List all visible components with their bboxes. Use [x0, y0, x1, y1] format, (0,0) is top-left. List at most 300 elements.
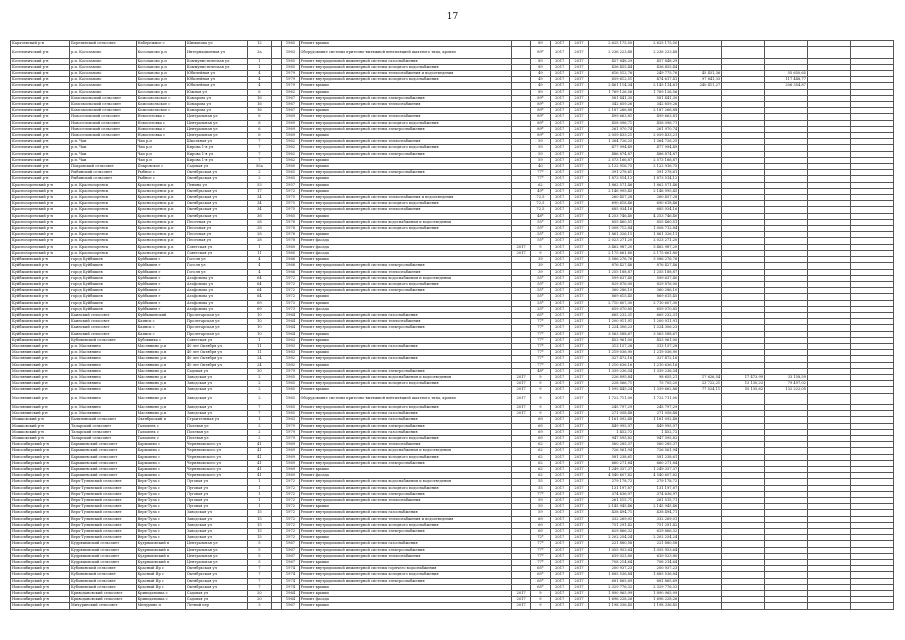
table-cell-total: 1 685 536,84 — [634, 572, 679, 578]
table-cell-total: 681 865,69 — [634, 578, 679, 584]
table-cell-street: 6 — [248, 89, 272, 95]
table-cell-street: 2 — [248, 423, 272, 429]
table-cell-plan_ind: 89* — [531, 133, 550, 139]
table-cell-year_to: 1 161 092,48 — [589, 417, 634, 423]
table-cell-locality_short: Верх-Тула с — [136, 535, 185, 541]
table-cell-plan_ind: 55* — [531, 288, 550, 294]
table-cell-district: Новосибирский р-н — [11, 479, 70, 485]
table-cell-year: Ремонт крыши — [299, 387, 511, 393]
table-cell-year_from: 2017 — [569, 411, 588, 417]
table-cell-sum3: 33 158,59 — [765, 374, 808, 380]
table-cell-street: 1 — [248, 58, 272, 64]
table-cell-total: 1 210 636,16 — [634, 362, 679, 368]
table-cell-year_to: 360 286,10 — [589, 288, 634, 294]
table-cell-street: 15 — [248, 516, 272, 522]
table-cell-housing: 1969 — [282, 133, 299, 139]
table-cell-settlement: р.п. Краснозоренск — [70, 182, 137, 188]
table-cell-district: Куйбышевский р-н — [11, 306, 70, 312]
table-cell-locality_short: Краснозоренск р.п — [136, 232, 185, 238]
table-cell-locality: Интернационная ул — [185, 47, 247, 58]
table-cell-year: Ремонт крыши — [299, 182, 511, 188]
table-cell-street: 4 — [248, 77, 272, 83]
table-cell-locality: Садовая ул — [185, 597, 247, 603]
table-cell-plan_ind: 9 — [531, 381, 550, 387]
table-cell-street: 5 — [248, 553, 272, 559]
table-cell-locality_short: Косолапово р.п — [136, 58, 185, 64]
table-cell-year_to: 1 769 126,56 — [589, 89, 634, 95]
table-cell-year: Ремонт крыши — [299, 300, 511, 306]
table-cell-street: 5 — [248, 560, 272, 566]
table-cell-year_from: 2017 — [569, 429, 588, 435]
table-cell-year_from: 2017 — [569, 145, 588, 151]
table-cell-qty: 2017 — [550, 232, 569, 238]
table-cell-locality_short: Маслянино р.п — [136, 404, 185, 410]
table-cell-settlement: Рыбинский сельсовет — [70, 170, 137, 176]
table-cell-settlement: Криводановский сельсовет — [70, 591, 137, 597]
table-row — [11, 603, 894, 609]
table-cell-year_from: 2017 — [569, 516, 588, 522]
table-cell-housing: 1973 — [282, 306, 299, 312]
table-cell-plan_ind: 77* — [531, 362, 550, 368]
table-cell-year_from: 2017 — [569, 417, 588, 423]
table-cell-settlement: Верх-Тулинский сельсовет — [70, 485, 137, 491]
table-cell-locality: Центральная ул — [185, 560, 247, 566]
table-cell-year: Ремонт внутридомовой инженерной системы холодного водоснабжения — [299, 522, 511, 528]
table-cell-locality: Юбилейная ул — [185, 71, 247, 77]
table-cell-locality: Агафонова ул — [185, 306, 247, 312]
table-cell-total: 2 145 945,46 — [634, 504, 679, 510]
table-cell-street: 50а — [248, 164, 272, 170]
table-cell-year_from: 2017 — [569, 300, 588, 306]
table-cell-qty: 2017 — [550, 176, 569, 182]
table-cell-district: Маслянинский р-н — [11, 350, 70, 356]
table-cell-total: 245 797,29 — [634, 404, 679, 410]
table-cell-locality: Пролетарская ул — [185, 312, 247, 318]
table-cell-qty: 2017 — [550, 368, 569, 374]
table-cell-total: 249 775,76 — [634, 71, 679, 77]
table-cell-street: 6 — [248, 114, 272, 120]
table-cell-year: Ремонт внутридомовой инженерной системы теплоснабжения — [299, 114, 511, 120]
table-cell-plan_ind: 77* — [531, 491, 550, 497]
table-cell-year_from: 2017 — [569, 151, 588, 157]
table-cell-year_from: 2017 — [569, 350, 588, 356]
table-cell-plan_ind: 72,5 — [531, 195, 550, 201]
table-cell-total: 660 271,84 — [634, 460, 679, 466]
table-cell-total: 1 224 306,23 — [634, 325, 679, 331]
table-cell-housing: 1975 — [282, 207, 299, 213]
table-cell-locality: Октябрьская ул — [185, 188, 247, 194]
table-cell-plan_ind: 55* — [531, 294, 550, 300]
table-cell-settlement: Барышевский сельсовет — [70, 454, 137, 460]
table-cell-street: 11 — [248, 343, 272, 349]
table-cell-year: Ремонт крыши — [299, 584, 511, 590]
table-cell-sum3: 206 354,87 — [765, 83, 808, 89]
table-cell-year_to: 685 934,16 — [589, 207, 634, 213]
table-cell-year: Ремонт внутридомовой инженерной системы электроснабжения — [299, 325, 511, 331]
table-cell-street: 7 — [248, 157, 272, 163]
table-cell-qty: 2017 — [550, 288, 569, 294]
table-cell-year_from: 2017 — [569, 368, 588, 374]
table-cell-settlement: р.п. Чаи — [70, 151, 137, 157]
table-cell-sum3: 117 448,77 — [765, 77, 808, 83]
table-cell-qty: 2017 — [550, 306, 569, 312]
table-cell-district: Мошковский р-н — [11, 423, 70, 429]
table-cell-district: Котельничский р-н — [11, 77, 70, 83]
table-cell-year_from: 2017 — [569, 374, 588, 380]
table-cell-year_to: 271 058,48 — [589, 411, 634, 417]
table-cell-district: Куйбышевский р-н — [11, 257, 70, 263]
table-cell-plan_ind: 89 — [531, 64, 550, 70]
table-cell-district: Новосибирский р-н — [11, 485, 70, 491]
table-cell-locality_short: Маслянино р.п — [136, 374, 185, 380]
table-cell-year_to: 1 198 336,45 — [589, 603, 634, 609]
table-cell-housing: 1982 — [282, 362, 299, 368]
table-cell-locality: Советская ул — [185, 337, 247, 343]
table-cell-year_from: 2017 — [569, 560, 588, 566]
table-cell-street: 2 — [248, 393, 272, 404]
table-cell-locality: Заводская ул — [185, 404, 247, 410]
table-cell-locality_short: Барышево с — [136, 442, 185, 448]
table-cell-total: 2 329 776,32 — [634, 584, 679, 590]
table-cell-total: 1 861 326,11 — [634, 232, 679, 238]
table-cell-housing: 1967 — [282, 102, 299, 108]
table-cell-settlement: Барышевский сельсовет — [70, 473, 137, 479]
table-cell-housing: 1963 — [282, 47, 299, 58]
table-cell-year_from: 2017 — [569, 108, 588, 114]
table-cell-locality_short: Верх-Тула с — [136, 522, 185, 528]
table-cell-housing: 1965 — [282, 170, 299, 176]
table-cell-street: 6 — [248, 126, 272, 132]
table-cell-street: 41 — [248, 466, 272, 472]
table-cell-plan_ind: 39 — [531, 269, 550, 275]
table-cell-total: 2 625 175,50 — [634, 41, 679, 47]
table-cell-qty: 2017 — [550, 522, 569, 528]
table-cell-plan_ind: 9 — [531, 250, 550, 256]
table-cell-year: Ремонт внутридомовой инженерной системы теплоснабжения — [299, 102, 511, 108]
table-cell-year_from: 2017 — [569, 325, 588, 331]
table-cell-year: Ремонт крыши — [299, 108, 511, 114]
table-cell-street: 6 — [248, 120, 272, 126]
table-cell-district: Куйбышевский р-н — [11, 300, 70, 306]
table-cell-qty: 2017 — [550, 429, 569, 435]
table-cell-plan_ind: 69 — [531, 429, 550, 435]
table-cell-total: 581 238,61 — [634, 454, 679, 460]
table-cell-year: Ремонт крыши — [299, 176, 511, 182]
table-cell-year_to: 2 122 916,75 — [589, 164, 634, 170]
table-cell-year_from: 2017 — [569, 77, 588, 83]
table-cell-locality_short: Каинск с — [136, 319, 185, 325]
table-cell-housing: 1978 — [282, 232, 299, 238]
table-cell-sum2 — [722, 603, 765, 609]
table-cell-locality: Агафонова ул — [185, 288, 247, 294]
table-cell-settlement: город Куйбышев — [70, 263, 137, 269]
table-cell-locality: Центральная ул — [185, 133, 247, 139]
table-cell-year_to: 660 271,84 — [589, 460, 634, 466]
table-cell-street: 41 — [248, 454, 272, 460]
table-cell-total: 2 059 433,21 — [634, 133, 679, 139]
table-cell-settlement: Каинский сельсовет — [70, 312, 137, 318]
table-cell-locality_short: Рыбное с — [136, 170, 185, 176]
table-cell-housing: 1979 — [282, 368, 299, 374]
table-cell-total: 374 636,97 — [634, 491, 679, 497]
table-cell-locality: Песочная ул — [185, 219, 247, 225]
table-cell-locality_short: Маслянино р.п — [136, 350, 185, 356]
repair-program-table-sheet — [10, 40, 894, 610]
table-cell-street: 36 — [248, 213, 272, 219]
table-cell-plan_ind: 55 — [531, 485, 550, 491]
table-cell-settlement: р.п. Косолапово — [70, 58, 137, 64]
table-cell-settlement: р.п. Краснозоренск — [70, 195, 137, 201]
table-cell-settlement: Таларский сельсовет — [70, 429, 137, 435]
table-cell-total: 1 339 236,54 — [634, 368, 679, 374]
table-cell-locality_short: Мичурино п — [136, 603, 185, 609]
table-cell-sum4 — [807, 393, 850, 404]
table-cell-total: 438 494,71 — [634, 510, 679, 516]
table-cell-sum5 — [850, 603, 893, 609]
table-cell-plan_ind: 62 — [531, 442, 550, 448]
table-cell-year_from: 2017 — [569, 269, 588, 275]
table-cell-plan_ind: 77* — [531, 337, 550, 343]
table-cell-total: 2 236 223,48 — [634, 47, 679, 58]
table-cell-year: Ремонт крыши — [299, 164, 511, 170]
table-cell-housing: 1965 — [282, 374, 299, 380]
table-cell-locality_short: Краснозоренск р.п — [136, 182, 185, 188]
table-cell-work: 2017 — [511, 411, 530, 417]
table-cell-district: Куйбышевский р-н — [11, 269, 70, 275]
table-cell-settlement: Мичуринский сельсовет — [70, 603, 137, 609]
table-cell-year_to: 639 023,80 — [589, 553, 634, 559]
table-cell-plan_ind: 65* — [531, 578, 550, 584]
table-cell-district: Краснозоренский р-н — [11, 201, 70, 207]
table-cell-plan_ind: 65* — [531, 584, 550, 590]
table-cell-total: 360 286,10 — [634, 288, 679, 294]
table-cell-street: 2 — [248, 381, 272, 387]
table-cell-year_from: 2017 — [569, 176, 588, 182]
table-cell-year_from: 2017 — [569, 510, 588, 516]
table-cell-settlement: р.п. Косолапово — [70, 83, 137, 89]
table-cell-locality_short: Чаи р.п — [136, 145, 185, 151]
table-cell-locality_short: Кудряшовский п — [136, 541, 185, 547]
table-cell-locality: Октябрьская ул — [185, 572, 247, 578]
table-cell-year_from: 2017 — [569, 219, 588, 225]
table-cell-locality: Черняховского ул — [185, 454, 247, 460]
table-cell-year: Ремонт фасада — [299, 244, 511, 250]
table-cell-total: 560 285,37 — [634, 442, 679, 448]
table-cell-year: Ремонт крыши — [299, 41, 511, 47]
table-cell-year_to: 200 937,23 — [589, 566, 634, 572]
table-cell-year_from: 2017 — [569, 466, 588, 472]
table-cell-qty: 2017 — [550, 362, 569, 368]
table-cell-housing: 1969 — [282, 114, 299, 120]
table-cell-settlement: р.п. Маслянино — [70, 404, 137, 410]
table-cell-housing: 1979 — [282, 83, 299, 89]
table-cell-qty: 2017 — [550, 435, 569, 441]
table-cell-total: 639 023,80 — [634, 553, 679, 559]
table-cell-settlement: р.п. Краснозоренск — [70, 207, 137, 213]
table-cell-qty: 2017 — [550, 41, 569, 47]
table-cell-qty: 2017 — [550, 139, 569, 145]
table-cell-locality_short: Косолапово р.п — [136, 47, 185, 58]
table-cell-district: Котельничский р-н — [11, 71, 70, 77]
table-cell-year: Ремонт внутридомовой инженерной системы холодного водоснабжения — [299, 404, 511, 410]
table-cell-settlement: р.п. Косолапово — [70, 77, 137, 83]
table-cell-year: Ремонт внутридомовой инженерной системы газоснабжения — [299, 510, 511, 516]
table-cell-qty: 2017 — [550, 250, 569, 256]
table-cell-year: Ремонт внутридомовой инженерной системы теплоснабжения — [299, 319, 511, 325]
table-cell-street: 4 — [248, 83, 272, 89]
table-cell-locality: Агафонова ул — [185, 281, 247, 287]
table-cell-plan_ind: 9 — [531, 591, 550, 597]
table-cell-locality: Заводская ул — [185, 393, 247, 404]
table-cell-street: 16 — [248, 95, 272, 101]
table-cell-district: Новосибирский р-н — [11, 603, 70, 609]
table-cell-settlement: р.п. Краснозоренск — [70, 219, 137, 225]
table-cell-locality_short: Краснозоренск р.п — [136, 188, 185, 194]
table-cell-year_from: 2017 — [569, 404, 588, 410]
table-cell-total: 685 934,16 — [634, 207, 679, 213]
table-cell-plan_ind: 77* — [531, 319, 550, 325]
table-cell-district: Куйбышевский р-н — [11, 281, 70, 287]
table-cell-locality_short: Октябрьский п — [136, 417, 185, 423]
table-cell-settlement: город Куйбышев — [70, 294, 137, 300]
table-cell-year_from: 2017 — [569, 201, 588, 207]
table-cell-year_from: 2017 — [569, 126, 588, 132]
table-cell-year_to: 1 696 228,26 — [589, 597, 634, 603]
table-cell-year: Ремонт крыши — [299, 591, 511, 597]
table-cell-plan_ind: 55* — [531, 226, 550, 232]
table-cell-total: 327 472,16 — [634, 356, 679, 362]
table-cell-year_from: 2017 — [569, 337, 588, 343]
table-cell-settlement: р.п. Чаи — [70, 139, 137, 145]
table-cell-district: Краснозоренский р-н — [11, 219, 70, 225]
table-cell-qty: 2017 — [550, 213, 569, 219]
table-cell-locality_short: Красный Яр с — [136, 584, 185, 590]
table-cell-district: Котельничский р-н — [11, 170, 70, 176]
table-cell-locality: Песочная ул — [185, 226, 247, 232]
table-cell-plan_ind: 89* — [531, 102, 550, 108]
table-cell-locality_short: Барышево с — [136, 466, 185, 472]
table-cell-year_to: 261 515,71 — [589, 498, 634, 504]
table-cell-district: Новосибирский р-н — [11, 510, 70, 516]
table-cell-district: Котельничский р-н — [11, 176, 70, 182]
table-cell-locality_short: Криводановка с — [136, 597, 185, 603]
table-cell-street: 4 — [248, 71, 272, 77]
table-cell-housing: 1962 — [282, 157, 299, 163]
table-cell-year_to: 1 255 188,87 — [589, 269, 634, 275]
table-cell-plan_ind: 55* — [531, 238, 550, 244]
table-cell-locality: Октябрьская ул — [185, 584, 247, 590]
table-cell-qty: 2017 — [550, 312, 569, 318]
table-cell-qty: 2017 — [550, 553, 569, 559]
table-cell-qty: 2017 — [550, 281, 569, 287]
table-cell-plan_ind: 55 — [531, 479, 550, 485]
table-cell-locality_short: Чаи р.п — [136, 157, 185, 163]
table-cell-street: 1 — [248, 504, 272, 510]
table-cell-settlement: р.п. Маслянино — [70, 374, 137, 380]
table-cell-district: Котельничский р-н — [11, 126, 70, 132]
table-cell-plan_ind: 49 — [531, 71, 550, 77]
table-cell-year: Ремонт внутридомовой инженерной системы теплоснабжения — [299, 207, 511, 213]
table-cell-year: Ремонт внутридомовой инженерной системы холодного водоснабжения — [299, 226, 511, 232]
table-cell-housing: 1965 — [282, 381, 299, 387]
table-cell-locality_short: Криводановка с — [136, 591, 185, 597]
table-cell-year_from: 2017 — [569, 47, 588, 58]
table-cell-year: Ремонт крыши — [299, 603, 511, 609]
table-cell-settlement: Кубовинский сельсовет — [70, 578, 137, 584]
table-cell-district: Новосибирский р-н — [11, 541, 70, 547]
table-cell-sum3: 79 497,02 — [765, 381, 808, 387]
table-cell-year_to: 2 145 945,46 — [589, 504, 634, 510]
table-cell-settlement: город Куйбышев — [70, 257, 137, 263]
table-cell-total: 3 462 987,20 — [634, 244, 679, 250]
table-cell-work — [511, 47, 530, 58]
table-cell-locality: Октябрьская ул — [185, 207, 247, 213]
table-cell-total: 2 202 254,24 — [634, 535, 679, 541]
table-cell-total: 449 995,97 — [634, 423, 679, 429]
table-cell-street: 2 — [248, 429, 272, 435]
table-cell-street: 7 — [248, 139, 272, 145]
table-cell-housing: 1965 — [282, 64, 299, 70]
table-cell-total: 279 178,72 — [634, 479, 679, 485]
table-cell-plan_ind: 89* — [531, 95, 550, 101]
table-cell-qty: 2017 — [550, 411, 569, 417]
table-cell-plan_ind: 9 — [531, 597, 550, 603]
table-cell-year_to: 449 995,97 — [589, 423, 634, 429]
table-cell-settlement: Кубовинский сельсовет — [70, 566, 137, 572]
table-cell-locality: Строительная ул — [185, 417, 247, 423]
table-cell-settlement: Рыбинский сельсовет — [70, 176, 137, 182]
table-cell-street: 16 — [248, 108, 272, 114]
table-cell-plan_ind: 25* — [531, 306, 550, 312]
table-cell-year: Ремонт внутридомовой инженерной системы газоснабжения — [299, 429, 511, 435]
table-cell-housing: 1972 — [282, 275, 299, 281]
table-cell-settlement: р.п. Маслянино — [70, 381, 137, 387]
table-cell-plan_ind: 89 — [531, 41, 550, 47]
table-cell-qty: 2017 — [550, 207, 569, 213]
table-cell-sum2: 55 135,62 — [722, 387, 765, 393]
table-cell-settlement: Верх-Тулинский сельсовет — [70, 535, 137, 541]
table-cell-street: 2 — [248, 176, 272, 182]
table-cell-district: Котельничский р-н — [11, 145, 70, 151]
table-cell-street: 4 — [248, 269, 272, 275]
table-cell-locality_short: Верх-Тула с — [136, 510, 185, 516]
table-cell-year: Ремонт внутридомовой инженерной системы холодного водоснабжения — [299, 381, 511, 387]
table-cell-year_from: 2017 — [569, 244, 588, 250]
table-cell-year_from: 2017 — [569, 288, 588, 294]
table-cell-year_to: 4 253 746,40 — [589, 213, 634, 219]
table-cell-total: 453 961,00 — [634, 337, 679, 343]
table-cell-street: 41 — [248, 473, 272, 479]
table-cell-street: 53 — [248, 182, 272, 188]
table-cell-locality: Заводская ул — [185, 387, 247, 393]
table-cell-year_from: 2017 — [569, 485, 588, 491]
table-cell-housing: 1983 — [282, 343, 299, 349]
table-cell-year_from: 2017 — [569, 195, 588, 201]
table-cell-plan_ind: 77* — [531, 541, 550, 547]
table-cell-total: 726 561,94 — [634, 448, 679, 454]
table-cell-district: Котельничский р-н — [11, 89, 70, 95]
table-cell-total: 855 460,51 — [634, 219, 679, 225]
table-cell-district: Маслянинский р-н — [11, 356, 70, 362]
table-cell-total: 2 146 995,45 — [634, 188, 679, 194]
table-cell-year_to: 1 219 036,90 — [589, 350, 634, 356]
table-cell-year_to: 486 874,87 — [589, 151, 634, 157]
table-cell-settlement: р.п. Краснозоренск — [70, 244, 137, 250]
table-cell-locality_short: Чаи р.п — [136, 151, 185, 157]
table-cell-plan_ind: 59 — [531, 157, 550, 163]
table-cell-year_to: 438 494,71 — [589, 510, 634, 516]
table-cell-year_from: 2017 — [569, 529, 588, 535]
